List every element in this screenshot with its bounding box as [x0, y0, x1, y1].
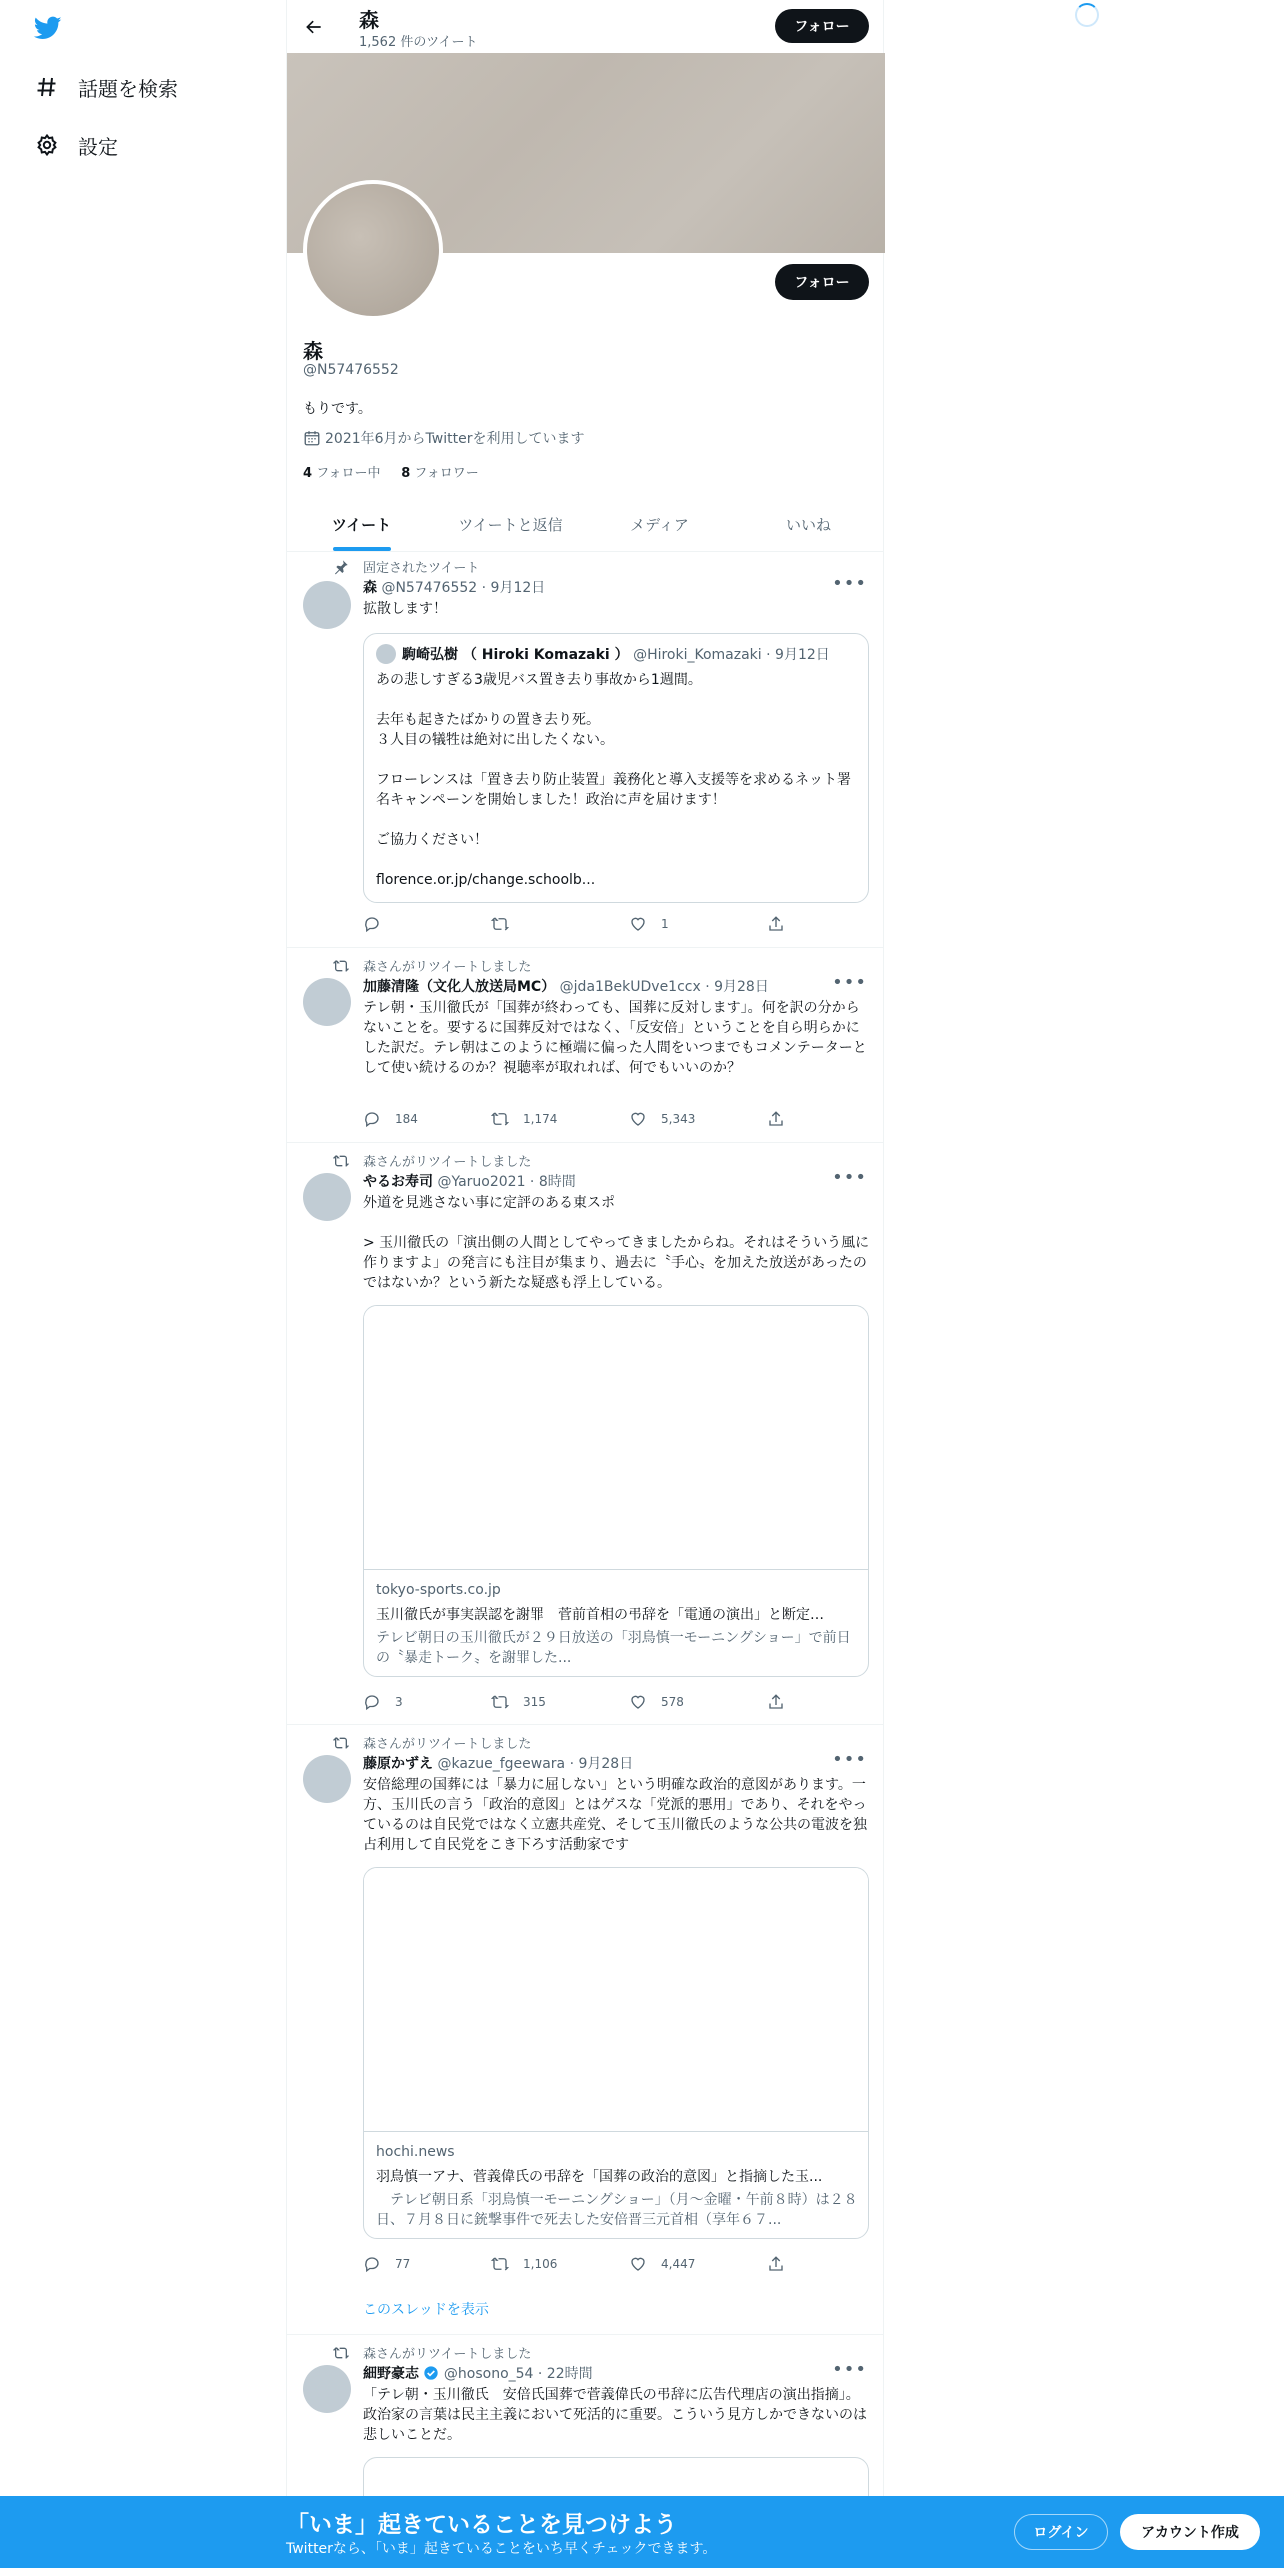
signup-banner — [0, 2496, 1284, 2568]
tweet-meta[interactable]: @N57476552 · 9月12日 — [381, 580, 546, 596]
card-title: 玉川徹氏が事実誤認を謝罪 菅前首相の弔辞を「電通の演出」と断定… — [376, 1607, 824, 1623]
heart-icon — [629, 2255, 647, 2273]
share-icon — [767, 915, 785, 933]
retweet-button[interactable] — [491, 1110, 557, 1128]
tweet-author-name[interactable]: 森 — [363, 580, 377, 596]
tweet-text: 拡散します！ — [363, 601, 447, 617]
like-count: 578 — [661, 1695, 684, 1709]
nav-item-settings[interactable] — [34, 125, 118, 165]
show-thread-link[interactable]: このスレッドを表示 — [363, 2302, 489, 2318]
profile-header-bar — [287, 0, 883, 53]
heart-icon — [629, 915, 647, 933]
nav-item-label: 設定 — [78, 134, 118, 159]
tab-media[interactable]: メディア — [630, 516, 689, 534]
context-label: 森さんがリツイートしました — [363, 1155, 532, 1170]
tweet-context — [363, 1151, 531, 1170]
reply-button[interactable] — [363, 2255, 410, 2273]
retweet-icon — [333, 958, 349, 974]
more-icon[interactable]: ••• — [832, 573, 867, 594]
signup-banner-subtitle: Twitterなら、「いま」起きていることをいち早くチェックできます。 — [286, 2541, 717, 2557]
tweet-author-name[interactable]: 細野豪志 — [363, 2366, 419, 2382]
retweet-icon — [491, 2255, 509, 2273]
nav-item-label: 話題を検索 — [78, 76, 178, 101]
quote-meta: @Hiroki_Komazaki · 9月12日 — [633, 647, 830, 663]
retweet-icon — [491, 915, 509, 933]
retweet-button[interactable] — [491, 1693, 546, 1711]
tweet-text: 安倍総理の国葬には「暴力に屈しない」という明確な政治的意図があります。一方、玉川氏の言う「政治的意図」とはゲスな「党派的悪用」であり、それをやっているのは自民党ではなく立憲共産党、そして玉川徹氏のような公共の電波を独占利用して自民党をこき下ろす活動家です — [363, 1777, 867, 1853]
share-button[interactable] — [767, 1693, 799, 1711]
context-label: 森さんがリツイートしました — [363, 2347, 532, 2362]
quote-header — [376, 644, 830, 664]
tweet-avatar[interactable] — [303, 978, 351, 1026]
followers-link[interactable] — [401, 466, 479, 481]
reply-button[interactable] — [363, 1693, 403, 1711]
tweet-context — [363, 557, 479, 576]
retweet-button[interactable] — [491, 2255, 557, 2273]
tab-likes[interactable]: いいね — [785, 516, 831, 534]
tweet-retweeted[interactable] — [287, 1143, 883, 1725]
tweet-meta[interactable]: @jda1BekUDve1ccx · 9月28日 — [559, 979, 769, 995]
tweet-avatar[interactable] — [303, 1755, 351, 1803]
profile-follow-button[interactable]: フォロー — [775, 264, 869, 300]
tab-tweets-and-replies[interactable]: ツイートと返信 — [458, 516, 563, 534]
reply-count: 3 — [395, 1695, 403, 1709]
more-icon[interactable]: ••• — [832, 1167, 867, 1188]
tweet-text: テレ朝・玉川徹氏が「国葬が終わっても、国葬に反対します」。何を訳の分からないことを。要するに国葬反対ではなく、「反安倍」ということを自ら明らかにした訳だ。テレ朝はこのように極端に偏った人間をいつまでもコメンテーターとして使い続けるのか？視聴率が取れれば、何でもいいのか？ — [363, 1000, 867, 1076]
tweet-retweeted[interactable] — [287, 1725, 883, 2335]
back-arrow-icon[interactable] — [301, 14, 327, 40]
context-label: 固定されたツイート — [363, 561, 480, 576]
profile-handle: @N57476552 — [303, 362, 399, 378]
retweet-icon — [491, 1110, 509, 1128]
quoted-tweet[interactable] — [363, 633, 869, 903]
tweet-actions — [363, 1693, 793, 1713]
heart-icon — [629, 1693, 647, 1711]
login-button[interactable]: ログイン — [1014, 2514, 1108, 2550]
more-icon[interactable]: ••• — [832, 2359, 867, 2380]
gear-icon — [34, 132, 60, 158]
share-icon — [767, 2255, 785, 2273]
tweet-meta[interactable]: @hosono_54 · 22時間 — [443, 2366, 593, 2382]
profile-avatar[interactable] — [303, 180, 443, 320]
context-label: 森さんがリツイートしました — [363, 1737, 532, 1752]
link-card[interactable] — [363, 1305, 869, 1677]
follow-stats — [303, 462, 479, 481]
more-icon[interactable]: ••• — [832, 972, 867, 993]
quote-avatar — [376, 644, 396, 664]
tweet-header — [363, 1753, 633, 1773]
retweet-button[interactable] — [491, 915, 523, 933]
card-description: テレビ朝日系「羽鳥慎一モーニングショー」（月～金曜・午前８時）は２８日、７月８日に銃撃事件で死去した安倍晋三元首相（享年６７... — [376, 2192, 858, 2228]
tweet-avatar[interactable] — [303, 2365, 351, 2413]
tweet-context — [363, 956, 531, 975]
tweet-text: 外道を見逃さない事に定評のある東スポ > 玉川徹氏の「演出側の人間としてやってきましたからね。それはそういう風に作りますよ」の発言にも注目が集まり、過去に〝手心〟を加えた放送があったのではないか？という新たな疑惑も浮上している。 — [363, 1195, 870, 1291]
tweet-text: 「テレ朝・玉川徹氏 安倍氏国葬で菅義偉氏の弔辞に広告代理店の演出指摘」。政治家の言葉は民主主義において死活的に重要。こういう見方しかできないのは悲しいことだ。 — [363, 2387, 867, 2443]
tweet-actions — [363, 2255, 793, 2275]
header-follow-button[interactable]: フォロー — [775, 9, 869, 43]
tweet-header — [363, 2363, 593, 2383]
retweet-count: 1,174 — [523, 1112, 558, 1126]
followers-label: フォロワー — [414, 466, 479, 481]
tweet-actions — [363, 1110, 793, 1130]
tweet-actions — [363, 915, 793, 935]
like-count: 1 — [661, 917, 669, 931]
tweet-avatar[interactable] — [303, 581, 351, 629]
tweet-author-name[interactable]: 加藤清隆（文化人放送局MC） — [363, 979, 556, 995]
context-label: 森さんがリツイートしました — [363, 960, 532, 975]
card-domain: tokyo-sports.co.jp — [376, 1582, 501, 1598]
link-card[interactable] — [363, 1867, 869, 2239]
header-tweet-count: 1,562 件のツイート — [359, 35, 478, 50]
signup-button[interactable]: アカウント作成 — [1120, 2514, 1260, 2550]
tweet-author-name[interactable]: 藤原かずえ — [363, 1756, 433, 1772]
card-image — [364, 1868, 868, 2132]
profile-tabs — [287, 498, 883, 552]
share-button[interactable] — [767, 1110, 799, 1128]
retweet-icon — [333, 1153, 349, 1169]
quote-text: あの悲しすぎる3歳児バス置き去り事故から1週間。 去年も起きたばかりの置き去り死。 ３人目の犠牲は絶対に出したくない。 フローレンスは「置き去り防止装置」義務化と導入支援等を求めるネット署名キャンペーンを開始しました！政治に声を届けます！ ご協力ください！ florence.or.jp/change.schoolb... — [376, 672, 851, 888]
signup-banner-title: 「いま」起きていることを見つけよう — [286, 2512, 677, 2538]
like-button[interactable] — [629, 2255, 695, 2273]
reply-icon — [363, 1693, 381, 1711]
calendar-icon — [303, 429, 321, 447]
reply-count: 77 — [395, 2257, 411, 2271]
tweet-meta[interactable]: @Yaruo2021 · 8時間 — [437, 1174, 576, 1190]
share-button[interactable] — [767, 915, 799, 933]
share-icon — [767, 1110, 785, 1128]
tweet-retweeted[interactable] — [287, 948, 883, 1143]
card-domain: hochi.news — [376, 2144, 455, 2160]
tweet-context — [363, 2343, 531, 2362]
tweet-header — [363, 1171, 576, 1191]
loading-spinner-icon — [1075, 3, 1099, 27]
retweet-icon — [333, 2345, 349, 2361]
tab-tweets[interactable]: ツイート — [287, 498, 436, 551]
more-icon[interactable]: ••• — [832, 1749, 867, 1770]
header-name: 森 — [359, 8, 379, 32]
following-link[interactable] — [303, 466, 381, 481]
retweet-icon — [333, 1735, 349, 1751]
like-button[interactable] — [629, 1110, 695, 1128]
reply-button[interactable] — [363, 1110, 418, 1128]
reply-count: 184 — [395, 1112, 418, 1126]
tweet-meta[interactable]: @kazue_fgeewara · 9月28日 — [437, 1756, 634, 1772]
retweet-count: 1,106 — [523, 2257, 558, 2271]
main-column — [286, 0, 884, 2568]
tweet-author-name[interactable]: やるお寿司 — [363, 1174, 433, 1190]
tweet-header — [363, 577, 545, 597]
retweet-count: 315 — [523, 1695, 546, 1709]
followers-count: 8 — [401, 466, 411, 481]
quote-author-name: 駒崎弘樹 （ Hiroki Komazaki ） — [402, 647, 629, 663]
joined-text: 2021年6月からTwitterを利用しています — [325, 431, 585, 447]
verified-badge-icon — [423, 2365, 439, 2381]
profile-bio: もりです。 — [303, 401, 372, 417]
card-title: 羽鳥慎一アナ、菅義偉氏の弔辞を「国葬の政治的意図」と指摘した玉... — [376, 2169, 823, 2185]
tweet-context — [363, 1733, 531, 1752]
like-count: 5,343 — [661, 1112, 696, 1126]
hashtag-icon — [34, 74, 60, 100]
profile-name: 森 — [303, 339, 323, 363]
retweet-icon — [491, 1693, 509, 1711]
profile-joined — [303, 428, 584, 448]
tweet-header — [363, 976, 769, 996]
pin-icon — [333, 559, 349, 575]
share-button[interactable] — [767, 2255, 799, 2273]
reply-icon — [363, 2255, 381, 2273]
reply-icon — [363, 915, 381, 933]
card-image — [364, 1306, 868, 1570]
like-button[interactable] — [629, 1693, 684, 1711]
twitter-bird-icon[interactable] — [32, 14, 64, 42]
reply-button[interactable] — [363, 915, 395, 933]
tweet-avatar[interactable] — [303, 1173, 351, 1221]
heart-icon — [629, 1110, 647, 1128]
card-description: テレビ朝日の玉川徹氏が２９日放送の「羽鳥慎一モーニングショー」で前日の〝暴走トーク〟を謝罪した... — [376, 1630, 851, 1666]
share-icon — [767, 1693, 785, 1711]
like-count: 4,447 — [661, 2257, 696, 2271]
like-button[interactable] — [629, 915, 669, 933]
following-label: フォロー中 — [316, 466, 381, 481]
following-count: 4 — [303, 466, 313, 481]
tweet-pinned[interactable] — [287, 553, 883, 948]
reply-icon — [363, 1110, 381, 1128]
nav-item-explore[interactable] — [34, 67, 178, 107]
